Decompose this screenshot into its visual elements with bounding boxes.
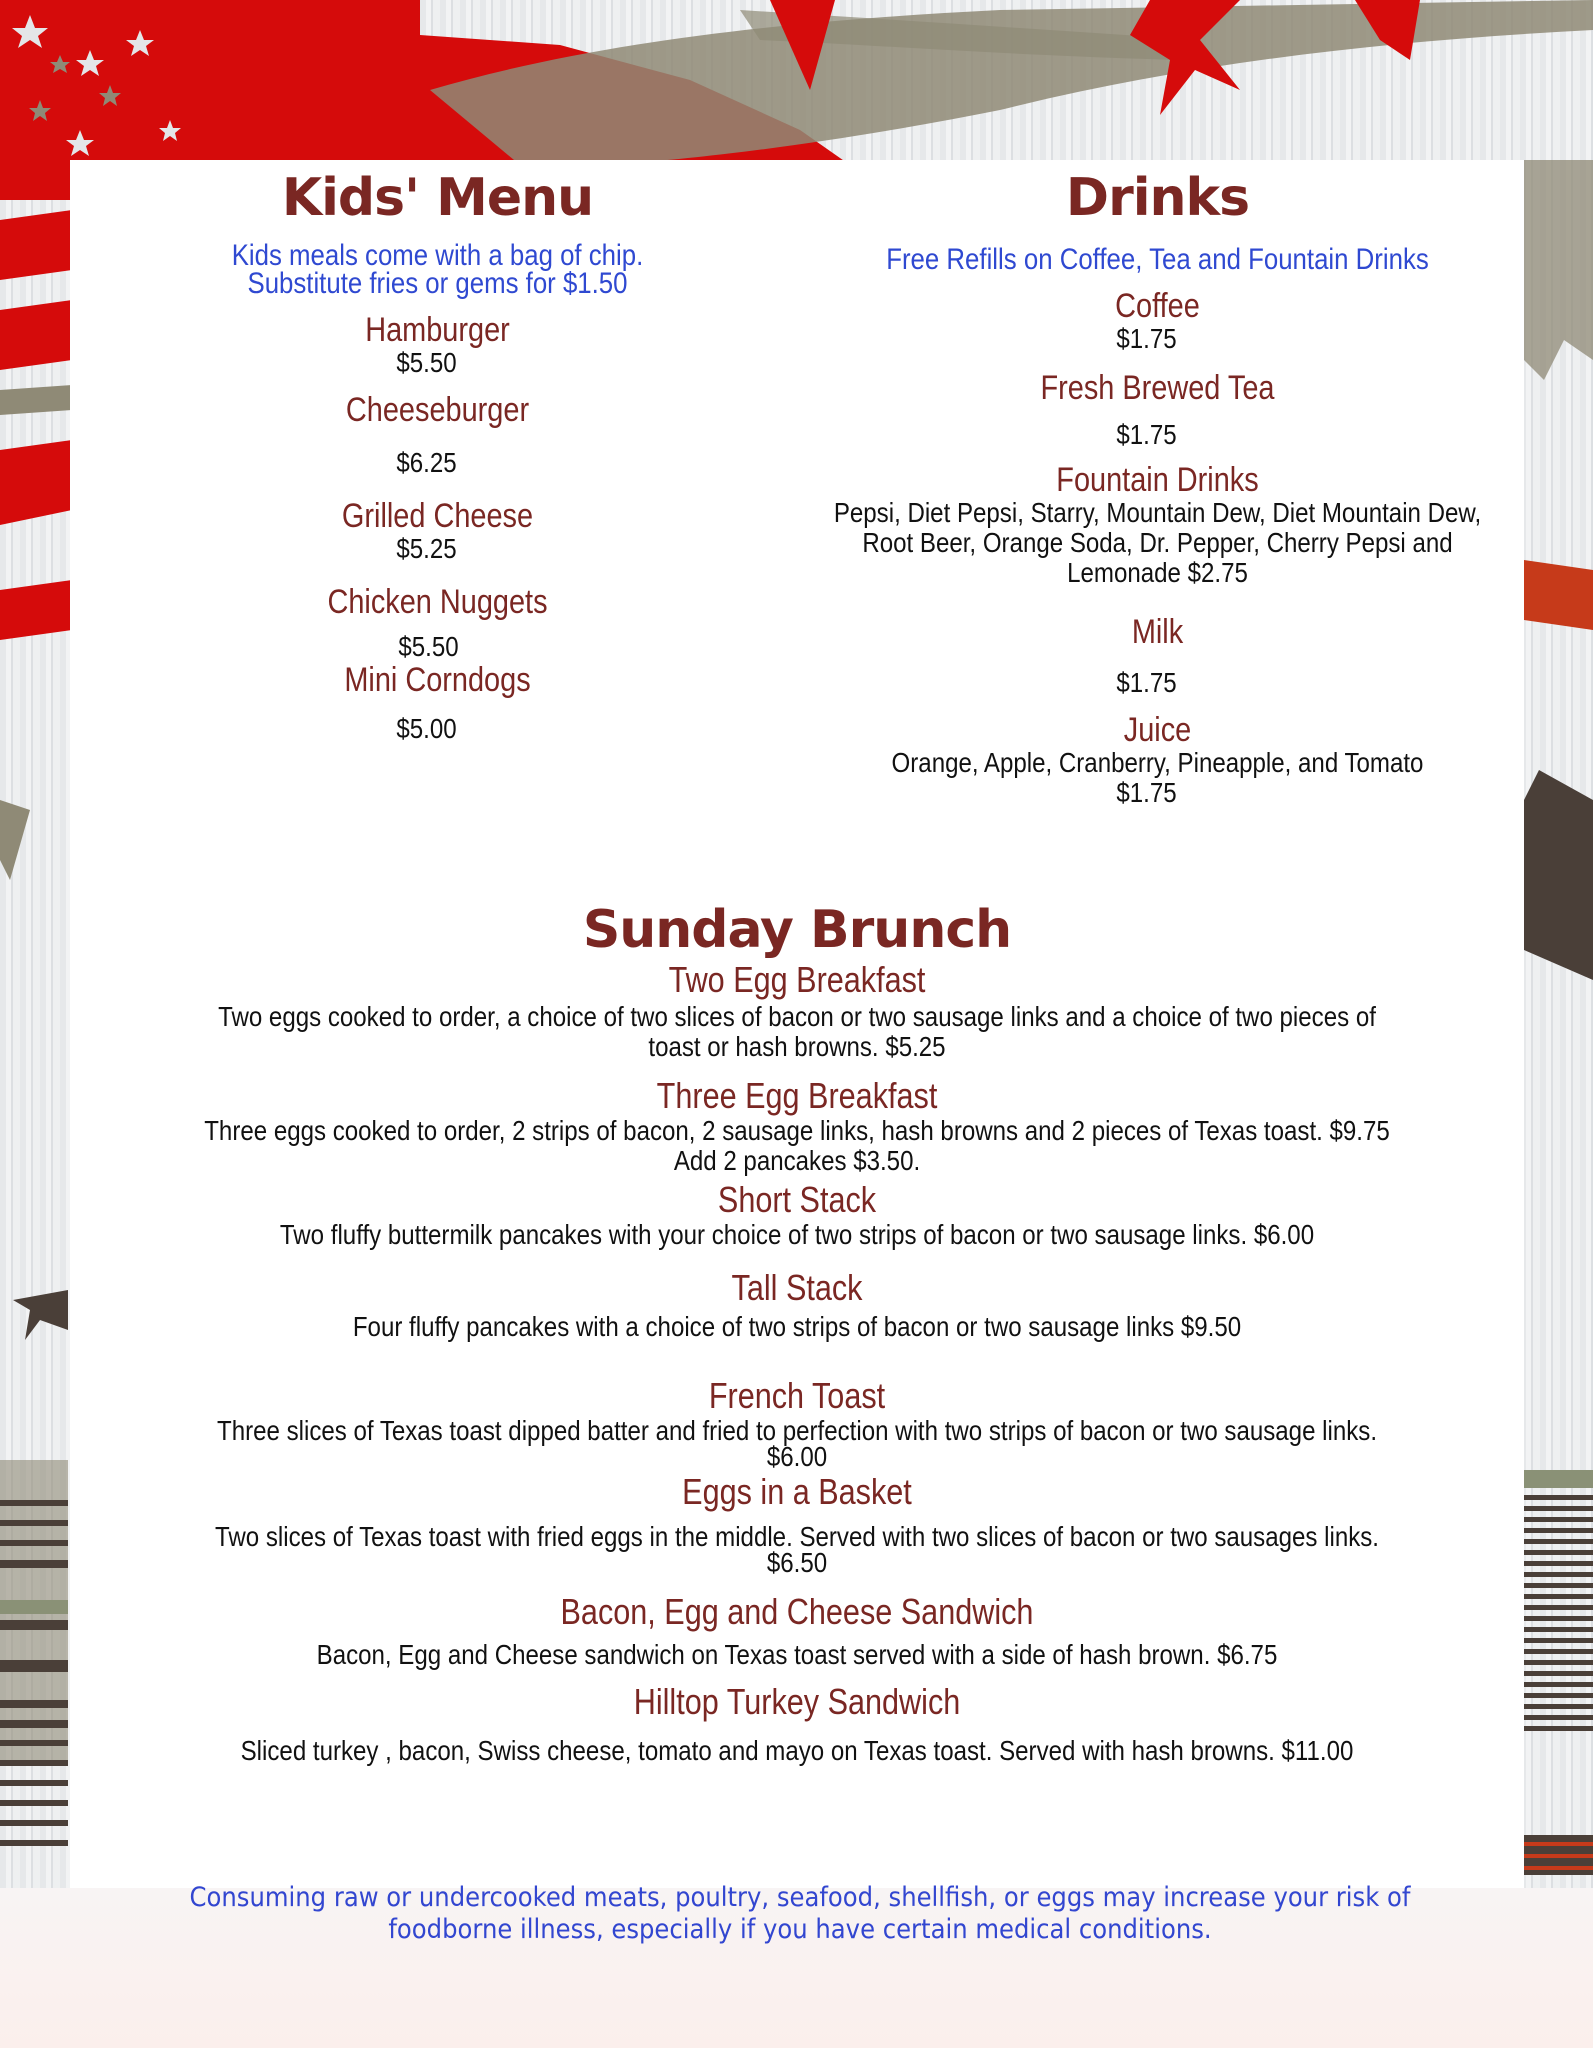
kids-menu-item bbox=[70, 312, 805, 378]
item-name: Juice bbox=[1123, 711, 1192, 749]
item-description: Three slices of Texas toast dipped batter and fried to perfection with two strips of bacon or two sausage links. bbox=[216, 1415, 1378, 1446]
item-name: Fresh Brewed Tea bbox=[1040, 369, 1275, 407]
brunch-item bbox=[70, 1592, 1524, 1670]
drinks-note: Free Refills on Coffee, Tea and Fountain Drinks bbox=[886, 243, 1429, 276]
item-description: Orange, Apple, Cranberry, Pineapple, and Tomato bbox=[891, 747, 1424, 778]
flag-stripes-left bbox=[0, 160, 72, 1890]
flag-artwork-top bbox=[0, 0, 1593, 170]
kids-menu-item bbox=[70, 584, 805, 662]
item-price: $1.75 bbox=[1116, 777, 1177, 808]
drinks-item bbox=[805, 370, 1510, 450]
item-price: $1.75 bbox=[1116, 667, 1177, 698]
brunch-item bbox=[70, 1268, 1524, 1342]
drinks-item bbox=[805, 614, 1510, 698]
item-price: $5.25 bbox=[396, 533, 457, 564]
kids-menu-item bbox=[70, 392, 805, 478]
item-price: $5.50 bbox=[396, 347, 457, 378]
item-price: $5.50 bbox=[398, 631, 459, 662]
kids-menu-note: Kids meals come with a bag of chip. Substitute fries or gems for $1.50 bbox=[231, 239, 644, 300]
drinks-section bbox=[805, 160, 1510, 808]
item-name: Short Stack bbox=[717, 1179, 877, 1220]
item-extra: Add 2 pancakes $3.50. bbox=[673, 1145, 921, 1176]
brunch-item bbox=[70, 1682, 1524, 1766]
item-description: Three eggs cooked to order, 2 strips of bacon, 2 sausage links, hash browns and 2 pieces of Texas toast. $9.75 bbox=[204, 1115, 1390, 1146]
drinks-item bbox=[805, 288, 1510, 354]
item-name: Two Egg Breakfast bbox=[668, 959, 926, 1000]
item-name: Cheeseburger bbox=[345, 391, 530, 429]
brunch-item bbox=[70, 1471, 1524, 1578]
item-name: Grilled Cheese bbox=[341, 497, 534, 535]
item-description: Two slices of Texas toast with fried eggs in the middle. Served with two slices of bacon or two sausages links. bbox=[215, 1521, 1379, 1552]
item-name: Hilltop Turkey Sandwich bbox=[633, 1681, 961, 1722]
item-name: Mini Corndogs bbox=[344, 661, 531, 699]
item-price: $5.00 bbox=[396, 713, 457, 744]
item-name: Chicken Nuggets bbox=[327, 583, 548, 621]
sunday-brunch-section bbox=[70, 900, 1524, 1766]
item-price: $6.25 bbox=[396, 447, 457, 478]
item-name: Hamburger bbox=[365, 311, 510, 349]
kids-menu-item bbox=[70, 498, 805, 564]
item-description: Two fluffy buttermilk pancakes with your choice of two strips of bacon or two sausage links. $6.00 bbox=[279, 1219, 1315, 1250]
item-description: Four fluffy pancakes with a choice of two strips of bacon or two sausage links $9.50 bbox=[352, 1311, 1242, 1342]
drinks-title: Drinks bbox=[1065, 168, 1250, 228]
brunch-item bbox=[70, 1076, 1524, 1176]
item-name: Three Egg Breakfast bbox=[656, 1075, 938, 1116]
drinks-item bbox=[805, 462, 1510, 588]
sunday-brunch-title: Sunday Brunch bbox=[582, 900, 1012, 960]
item-price: $1.75 bbox=[1116, 323, 1177, 354]
brunch-item bbox=[70, 1180, 1524, 1250]
kids-menu-title: Kids' Menu bbox=[281, 168, 594, 228]
item-name: Fountain Drinks bbox=[1056, 461, 1259, 499]
item-name: French Toast bbox=[708, 1375, 886, 1416]
item-description: Pepsi, Diet Pepsi, Starry, Mountain Dew, Diet Mountain Dew, Root Beer, Orange Soda, Dr. Pepper, Cherry Pepsi and Lemonade $2.75 bbox=[833, 497, 1482, 588]
brunch-item bbox=[70, 1375, 1524, 1472]
item-name: Milk bbox=[1131, 613, 1184, 651]
item-name: Eggs in a Basket bbox=[682, 1471, 912, 1512]
item-description: Bacon, Egg and Cheese sandwich on Texas toast served with a side of hash brown. $6.75 bbox=[316, 1639, 1278, 1670]
drinks-item bbox=[805, 712, 1510, 808]
flag-artwork-right bbox=[1524, 160, 1593, 1890]
item-name: Tall Stack bbox=[731, 1267, 863, 1308]
item-name: Bacon, Egg and Cheese Sandwich bbox=[560, 1591, 1034, 1632]
item-price: $6.50 bbox=[766, 1547, 828, 1578]
kids-menu-section bbox=[70, 160, 805, 744]
brunch-item bbox=[70, 960, 1524, 1062]
item-name: Coffee bbox=[1115, 287, 1200, 325]
item-price: $6.00 bbox=[766, 1441, 828, 1472]
item-description: Two eggs cooked to order, a choice of two slices of bacon or two sausage links and a choice of two pieces of toast or hash browns. $5.25 bbox=[218, 1001, 1376, 1062]
item-description: Sliced turkey , bacon, Swiss cheese, tomato and mayo on Texas toast. Served with hash browns. $11.00 bbox=[240, 1735, 1354, 1766]
food-safety-warning: Consuming raw or undercooked meats, poultry, seafood, shellfish, or eggs may increase your risk of foodborne illness, especially if you have certain medical conditions. bbox=[189, 1882, 1411, 1945]
kids-menu-item bbox=[70, 662, 805, 744]
item-price: $1.75 bbox=[1116, 419, 1177, 450]
